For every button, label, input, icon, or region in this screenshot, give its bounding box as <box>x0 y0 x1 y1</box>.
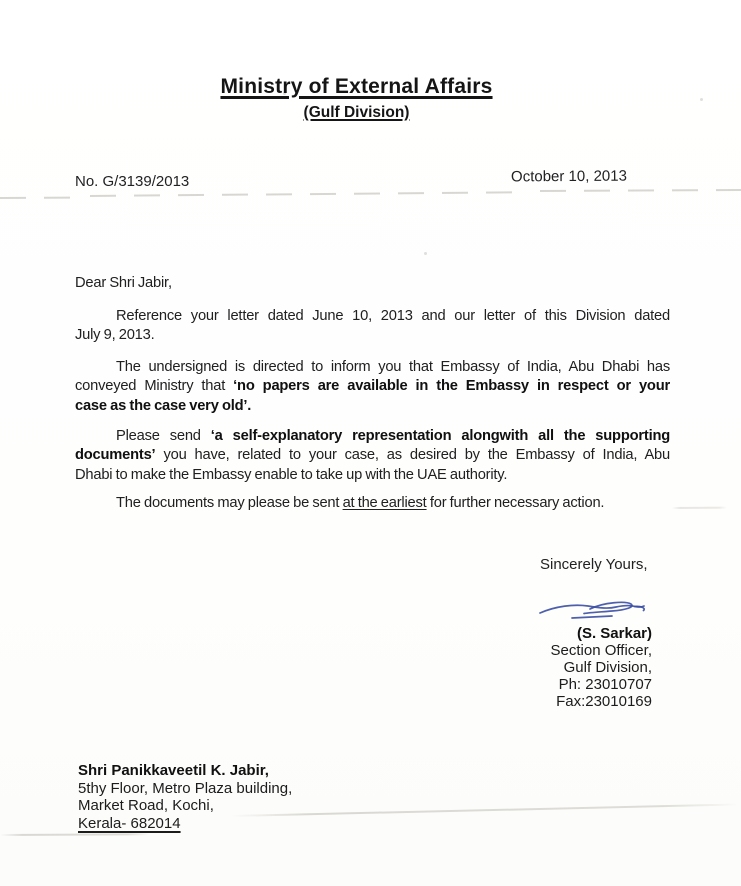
body-text-run: The documents may please be sent <box>116 495 343 511</box>
salutation: Dear Shri Jabir, <box>75 275 172 291</box>
letterhead-title: Ministry of External Affairs <box>220 75 493 98</box>
letter-date: October 10, 2013 <box>510 167 627 186</box>
paragraph-3 <box>75 427 670 485</box>
signer-title: Section Officer, <box>550 642 652 659</box>
body-text-run: Reference your letter dated June 10, 2013 and our letter of this Division dated <box>116 308 670 324</box>
body-line <box>75 377 670 396</box>
body-line <box>75 358 670 377</box>
body-text-run-bold: ‘no papers are available in the Embassy in respect or your <box>233 378 670 395</box>
body-text-run: conveyed Ministry that <box>75 378 234 395</box>
reference-number: No. G/3139/2013 <box>75 173 190 190</box>
body-text-run-bold: case as the case very old’. <box>75 397 252 414</box>
handwritten-signature <box>538 597 650 625</box>
body-text-run: you have, related to your case, as desired by the Embassy of India, Abu <box>155 447 670 464</box>
body-text-run-bold: ‘a self-explanatory representation alongwith all the supporting <box>210 428 670 444</box>
body-text-run: for further necessary action. <box>426 495 605 511</box>
body-text-run: The undersigned is directed to inform you that Embassy of India, Abu Dhabi has <box>116 359 670 375</box>
scan-crease-line <box>0 833 150 836</box>
signer-fax: Fax:23010169 <box>556 693 652 710</box>
signature-stroke <box>540 602 644 618</box>
body-line <box>75 326 670 345</box>
body-text-run-bold: documents’ <box>75 447 156 464</box>
body-text-run: Please send <box>116 428 211 444</box>
signer-phone: Ph: 23010707 <box>558 676 652 693</box>
letterhead <box>0 74 727 122</box>
body-line <box>75 397 670 416</box>
scan-crease-line <box>230 803 741 817</box>
signature-block <box>430 625 652 710</box>
signer-name: (S. Sarkar) <box>576 625 652 642</box>
body-line <box>75 494 670 513</box>
scan-crease-line <box>0 197 70 199</box>
recipient-address-block <box>78 762 292 832</box>
recipient-address-line: 5thy Floor, Metro Plaza building, <box>78 779 293 797</box>
signer-division: Gulf Division, <box>563 659 652 676</box>
paragraph-1 <box>75 307 670 346</box>
paragraph-4 <box>75 494 670 513</box>
body-text-run: Dhabi to make the Embassy enable to take up with the UAE authority. <box>75 466 508 483</box>
body-line <box>75 427 670 446</box>
body-line <box>75 446 670 465</box>
body-text-run-underlined: at the earliest <box>342 495 427 511</box>
paragraph-2 <box>75 358 670 416</box>
recipient-name: Shri Panikkaveetil K. Jabir, <box>78 762 269 779</box>
body-line <box>75 307 670 326</box>
scan-crease-line <box>672 507 727 509</box>
body-line <box>75 466 670 485</box>
scan-crease-line <box>90 191 520 197</box>
body-text-run: July 9, 2013. <box>75 327 155 344</box>
letterhead-subtitle: (Gulf Division) <box>303 104 410 121</box>
scan-speck <box>424 252 427 255</box>
recipient-address-line <box>78 815 292 833</box>
recipient-postal-line: Kerala- 682014 <box>78 814 181 832</box>
recipient-address-line: Market Road, Kochi, <box>78 797 214 814</box>
scan-crease-line <box>540 189 741 192</box>
closing-phrase: Sincerely Yours, <box>540 556 648 573</box>
